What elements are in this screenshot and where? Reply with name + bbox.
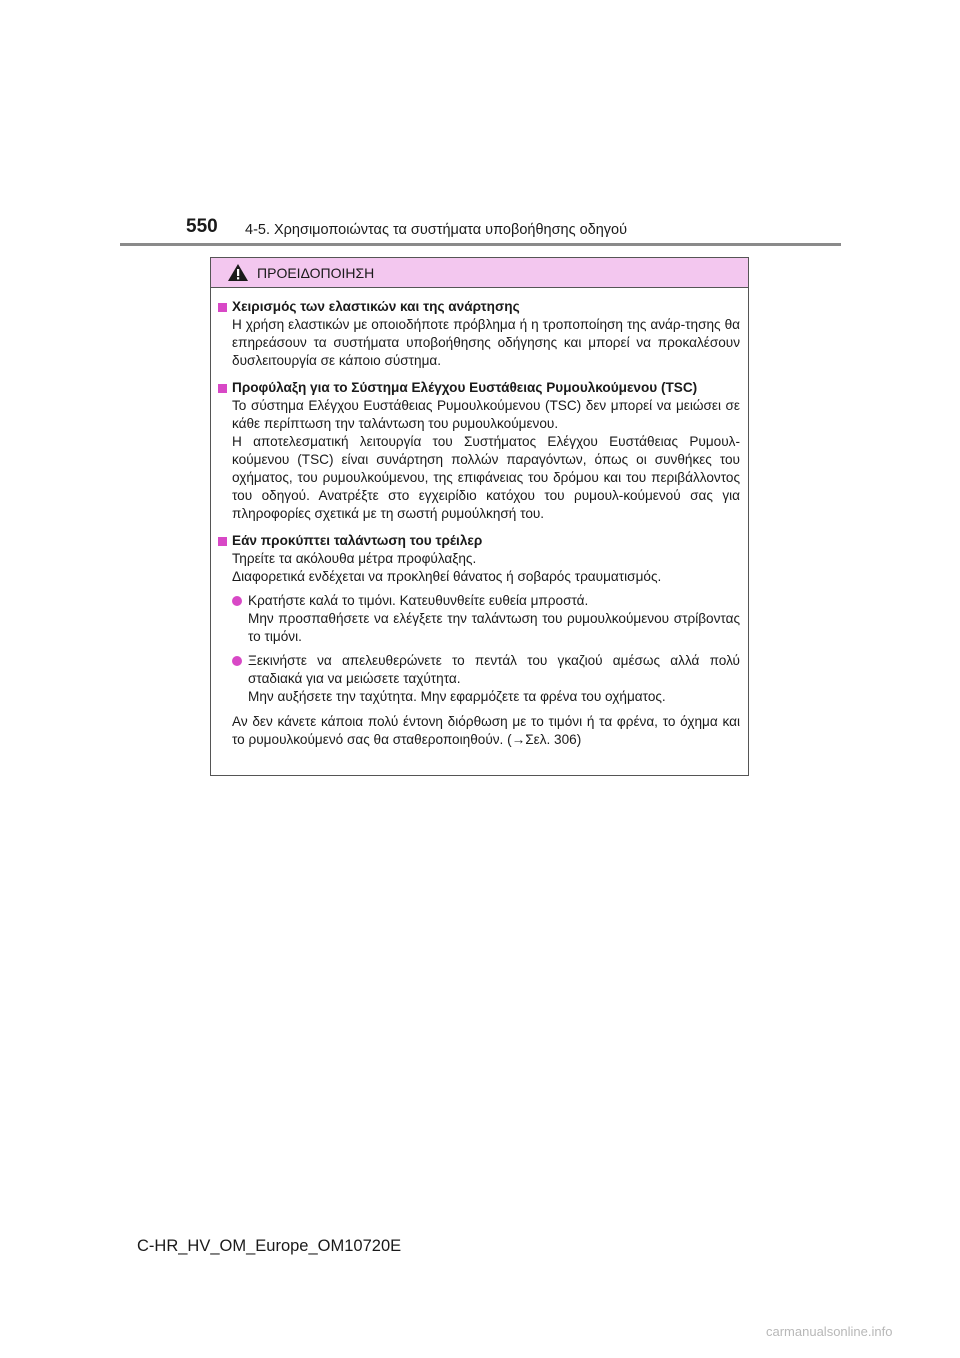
warning-triangle-icon — [227, 263, 249, 282]
header-rule — [120, 243, 841, 246]
warning-title: ΠΡΟΕΙΔΟΠΟΙΗΣΗ — [257, 264, 375, 281]
bullet-text: Μην προσπαθήσετε να ελέγξετε την ταλάντωση του ρυμουλκούμενου στρίβοντας το τιμόνι. — [248, 611, 740, 644]
warning-body — [211, 288, 748, 749]
warning-section — [218, 532, 740, 749]
square-bullet-icon — [218, 384, 227, 393]
watermark: carmanualsonline.info — [766, 1324, 893, 1339]
section-heading — [218, 379, 740, 397]
warning-box — [210, 257, 749, 776]
warning-header — [211, 258, 748, 288]
bullet-text: Μην αυξήσετε την ταχύτητα. Μην εφαρμόζετε τα φρένα του οχήματος. — [248, 689, 666, 704]
paragraph: Τηρείτε τα ακόλουθα μέτρα προφύλαξης. — [232, 551, 477, 566]
section-heading — [218, 532, 740, 550]
section-heading — [218, 298, 740, 316]
section-text — [218, 316, 740, 370]
square-bullet-icon — [218, 537, 227, 546]
section-text — [218, 713, 740, 749]
section-title: 4-5. Χρησιμοποιώντας τα συστήματα υποβοήθησης οδηγού — [245, 222, 628, 238]
section-text — [218, 397, 740, 523]
document-code: C-HR_HV_OM_Europe_OM10720E — [137, 1237, 402, 1255]
paragraph: Το σύστημα Ελέγχου Ευστάθειας Ρυμουλκούμενου (TSC) δεν μπορεί να μειώσει σε κάθε περίπτωση την ταλάντωση του ρυμουλκούμενου. — [232, 398, 740, 431]
section-heading-text: Εάν προκύπτει ταλάντωση του τρέιλερ — [232, 533, 483, 548]
warning-section — [218, 298, 740, 370]
section-text — [218, 550, 740, 586]
paragraph: Η χρήση ελαστικών με οποιοδήποτε πρόβλημα ή η τροποποίηση της ανάρ-τησης θα επηρεάσουν τα συστήματα υποβοήθησης οδήγησης και μπορεί να προκαλέσουν δυσλειτουργία σε κάποιο σύστημα. — [232, 317, 740, 368]
warning-section — [218, 379, 740, 523]
circle-bullet-icon — [232, 596, 242, 606]
section-heading-text: Χειρισμός των ελαστικών και της ανάρτησης — [232, 299, 520, 314]
list-item — [218, 592, 740, 646]
list-item — [218, 652, 740, 706]
bullet-text: Κρατήστε καλά το τιμόνι. Κατευθυνθείτε ευθεία μπροστά. — [248, 593, 589, 608]
bullet-text: Ξεκινήστε να απελευθερώνετε το πεντάλ του γκαζιού αμέσως αλλά πολύ σταδιακά για να μειώσετε ταχύτητα. — [248, 653, 740, 686]
paragraph: Η αποτελεσματική λειτουργία του Συστήματος Ελέγχου Ευστάθειας Ρυμουλ-κούμενου (TSC) είναι συνάρτηση πολλών παραγόντων, όπως οι συνθήκες του οχήματος, του ρυμουλκούμενου, της επιφάνειας του δρόμου και του περιβάλλοντος του οδηγού. Ανατρέξτε στο εγχειρίδιο κατόχου του ρυμουλ-κούμενού σας για πληροφορίες σχετικά με τη σωστή ρυμούλκησή του. — [232, 434, 740, 521]
page-number: 550 — [186, 216, 218, 237]
square-bullet-icon — [218, 303, 227, 312]
section-heading-text: Προφύλαξη για το Σύστημα Ελέγχου Ευστάθειας Ρυμουλκούμενου (TSC) — [232, 380, 698, 395]
circle-bullet-icon — [232, 656, 242, 666]
paragraph: Διαφορετικά ενδέχεται να προκληθεί θάνατος ή σοβαρός τραυματισμός. — [232, 569, 662, 584]
closing-text: Αν δεν κάνετε κάποια πολύ έντονη διόρθωση με το τιμόνι ή τα φρένα, το όχημα και το ρυμουλκούμενό σας θα σταθεροποιηθούν. (→Σελ. 306) — [232, 714, 740, 747]
